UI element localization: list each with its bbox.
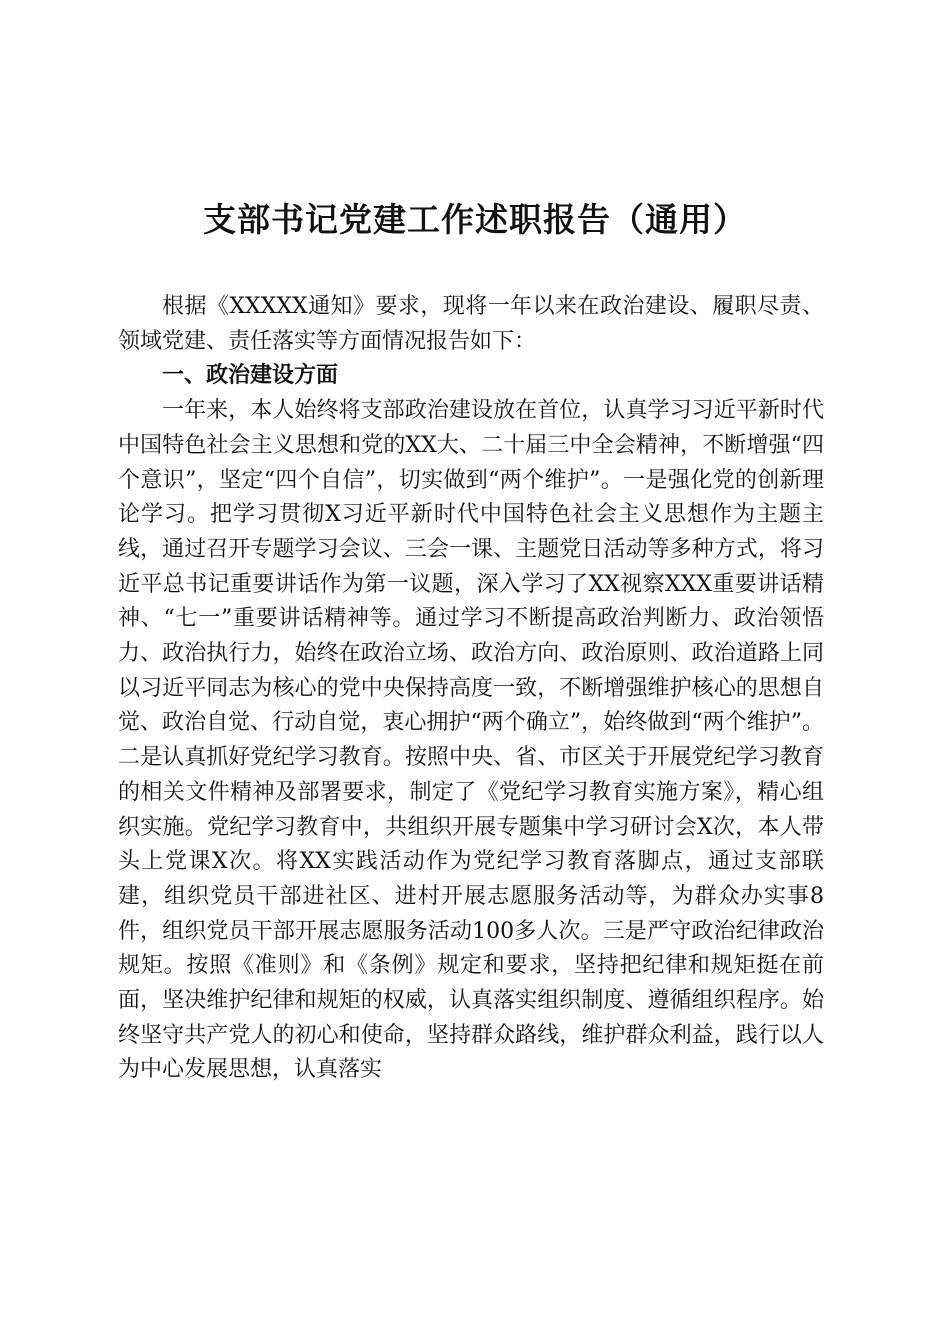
section-heading-political: 一、政治建设方面 xyxy=(162,363,339,389)
document-body xyxy=(118,290,824,1088)
intro-paragraph: 根据《XXXXX通知》要求，现将一年以来在政治建设、履职尽责、领域党建、责任落实等方面情况报告如下： xyxy=(118,294,824,354)
document-title: 支部书记党建工作述职报告（通用） xyxy=(203,200,747,239)
section-paragraph-political: 一年来，本人始终将支部政治建设放在首位，认真学习习近平新时代中国特色社会主义思想和党的XX大、二十届三中全会精神，不断增强“四个意识”，坚定“四个自信”，切实做到“两个维护”。一是强化党的创新理论学习。把学习贯彻X习近平新时代中国特色社会主义思想作为主题主线，通过召开专题学习会议、三会一课、主题党日活动等多种方式，将习近平总书记重要讲话作为第一议题，深入学习了XX视察XXX重要讲话精神、“七一”重要讲话精神等。通过学习不断提高政治判断力、政治领悟力、政治执行力，始终在政治立场、政治方向、政治原则、政治道路上同以习近平同志为核心的党中央保持高度一致，不断增强维护核心的思想自觉、政治自觉、行动自觉，衷心拥护“两个确立”，始终做到“两个维护”。二是认真抓好党纪学习教育。按照中央、省、市区关于开展党纪学习教育的相关文件精神及部署要求，制定了《党纪学习教育实施方案》，精心组织实施。党纪学习教育中，共组织开展专题集中学习研讨会X次，本人带头上党课X次。将XX实践活动作为党纪学习教育落脚点，通过支部联建，组织党员干部进社区、进村开展志愿服务活动等，为群众办实事8件，组织党员干部开展志愿服务活动100多人次。三是严守政治纪律政治规矩。按照《准则》和《条例》规定和要求，坚持把纪律和规矩挺在前面，坚决维护纪律和规矩的权威，认真落实组织制度、遵循组织程序。始终坚守共产党人的初心和使命，坚持群众路线，维护群众利益，践行以人为中心发展思想，认真落实 xyxy=(118,398,824,1083)
